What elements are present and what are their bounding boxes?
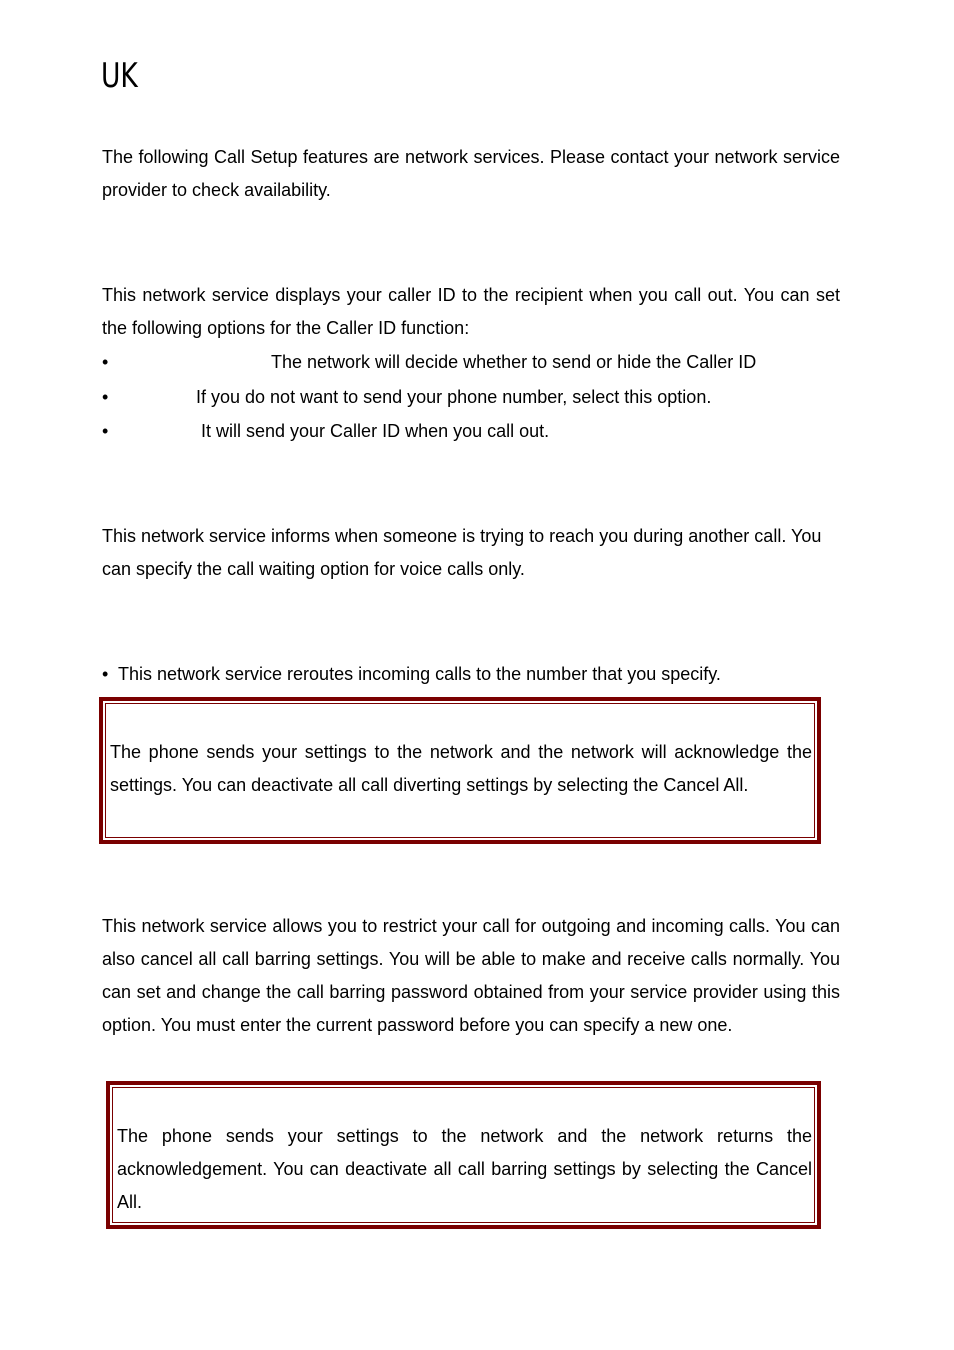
- call-divert-note: The phone sends your settings to the network and the network will acknowledge the settings. You can deactivate all call diverting settings by selecting the Cancel All.: [110, 742, 812, 795]
- option-description: It will send your Caller ID when you call out.: [201, 421, 550, 441]
- caller-id-description: This network service displays your caller ID to the recipient when you call out. You can set the following options for the Caller ID function:: [102, 285, 840, 338]
- option-description: The network will decide whether to send or hide the Caller ID: [271, 352, 757, 372]
- language-tag: UK: [101, 56, 138, 96]
- call-barring-description: This network service allows you to restrict your call for outgoing and incoming calls. You can also cancel all call barring settings. You will be able to make and receive calls normally. You can set and change the call barring password obtained from your service provider using this option. You must enter the current password before you can specify a new one.: [102, 916, 840, 1035]
- intro-paragraph: The following Call Setup features are network services. Please contact your network service provider to check availability.: [102, 147, 840, 200]
- call-divert-item: [102, 658, 840, 691]
- bullet-icon: •: [102, 352, 109, 372]
- bullet-icon: •: [102, 387, 109, 407]
- caller-id-option-hide-id: [102, 381, 840, 414]
- call-barring-note: The phone sends your settings to the network and the network returns the acknowledgement. You can deactivate all call barring settings by selecting the Cancel All.: [117, 1126, 812, 1212]
- call-waiting-description: This network service informs when someone is trying to reach you during another call. You can specify the call waiting option for voice calls only.: [102, 526, 822, 579]
- caller-id-option-network-decides: [102, 346, 840, 379]
- bullet-icon: •: [102, 664, 109, 684]
- call-barring-note-box: [106, 1081, 821, 1229]
- bullet-icon: •: [102, 421, 109, 441]
- caller-id-option-send-id: [102, 415, 840, 448]
- option-description: If you do not want to send your phone number, select this option.: [196, 387, 712, 407]
- call-divert-note-box: [99, 697, 821, 844]
- call-divert-description: This network service reroutes incoming calls to the number that you specify.: [118, 664, 721, 684]
